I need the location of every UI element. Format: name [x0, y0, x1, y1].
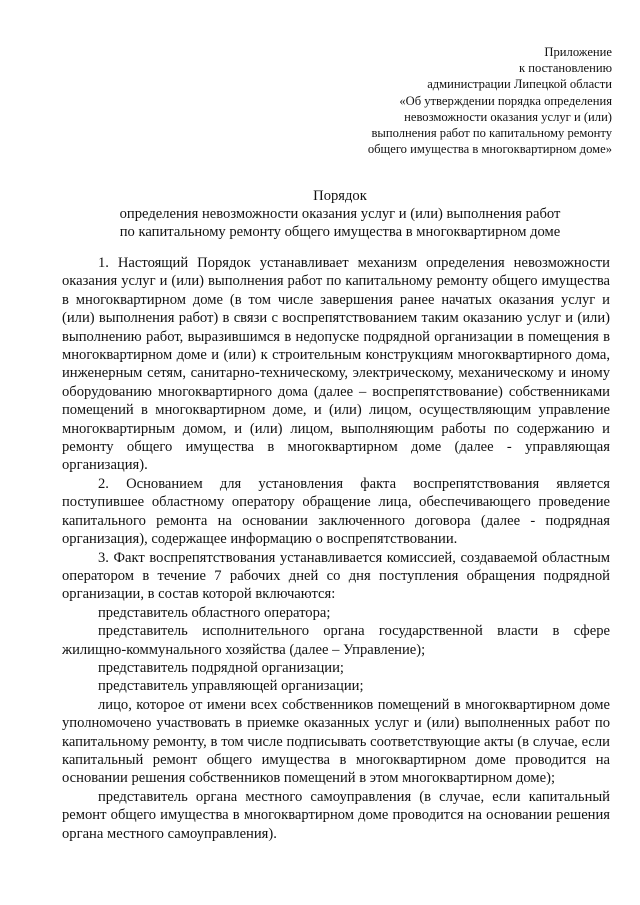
commission-member-item: представитель исполнительного органа государственной власти в сфере жилищно-коммунального хозяйства (далее – Управление);: [62, 623, 610, 658]
appendix-header: [312, 44, 612, 157]
commission-member-item: представитель областного оператора;: [98, 604, 331, 621]
appendix-line: невозможности оказания услуг и (или): [404, 109, 612, 124]
paragraph-3: 3. Факт воспрепятствования устанавливается комиссией, создаваемой областным оператором в течение 7 рабочих дней со дня поступления обращения подрядной организации, в состав которой включаются:: [62, 549, 610, 603]
appendix-line: администрации Липецкой области: [427, 77, 612, 92]
appendix-line: выполнения работ по капитальному ремонту: [371, 126, 612, 141]
paragraph-2: 2. Основанием для установления факта воспрепятствования является поступившее областному оператору обращение лица, обеспечивающего проведение капитального ремонта на основании заключенного договора (далее - подрядная организация), содержащее информацию о воспрепятствовании.: [62, 475, 610, 548]
paragraph-1: 1. Настоящий Порядок устанавливает механизм определения невозможности оказания услуг и (или) выполнения работ по капитальному ремонту общего имущества в многоквартирном доме (в том числе завершения ранее начатых оказания услуг и (или) выполнения работ) в связи с воспрепятствованием таким оказанию услуг и (или) выполнению работ, выразившимся в недопуске подрядной организации в помещения в многоквартирном доме и (или) к строительным конструкциям многоквартирного дома, инженерным сетям, санитарно-техническому, электрическому, механическому и иному оборудованию многоквартирного дома (далее – воспрепятствование) собственниками помещений в многоквартирном доме, и (или) лицом, осуществляющим управление многоквартирным домом, и (или) лицом, выполняющим работы по содержанию и ремонту общего имущества в многоквартирном доме (далее - управляющая организация).: [62, 255, 610, 474]
document-title: [60, 187, 620, 241]
document-body: [62, 254, 610, 843]
title-heading: Порядок: [313, 188, 367, 204]
title-line: по капитальному ремонту общего имущества в многоквартирном доме: [119, 224, 561, 240]
appendix-line: Приложение: [544, 45, 612, 59]
appendix-line: к постановлению: [518, 61, 612, 76]
title-line: определения невозможности оказания услуг и (или) выполнения работ: [119, 206, 561, 222]
commission-member-item: представитель органа местного самоуправления (в случае, если капитальный ремонт общего имущества в многоквартирном доме проводится на основании решения органа местного самоуправления).: [62, 788, 610, 842]
commission-member-item: представитель управляющей организации;: [98, 678, 364, 695]
appendix-line: общего имущества в многоквартирном доме»: [367, 142, 612, 157]
commission-member-item: представитель подрядной организации;: [98, 659, 344, 676]
commission-member-item: лицо, которое от имени всех собственников помещений в многоквартирном доме уполномочено участвовать в приемке оказанных услуг и (или) выполненных работ по капитальному ремонту, в том числе подписывать соответствующие акты (в случае, если капитальный ремонт общего имущества в многоквартирном доме проводится на основании решения собственников помещений в этом многоквартирном доме);: [62, 696, 610, 787]
appendix-line: «Об утверждении порядка определения: [399, 93, 612, 108]
